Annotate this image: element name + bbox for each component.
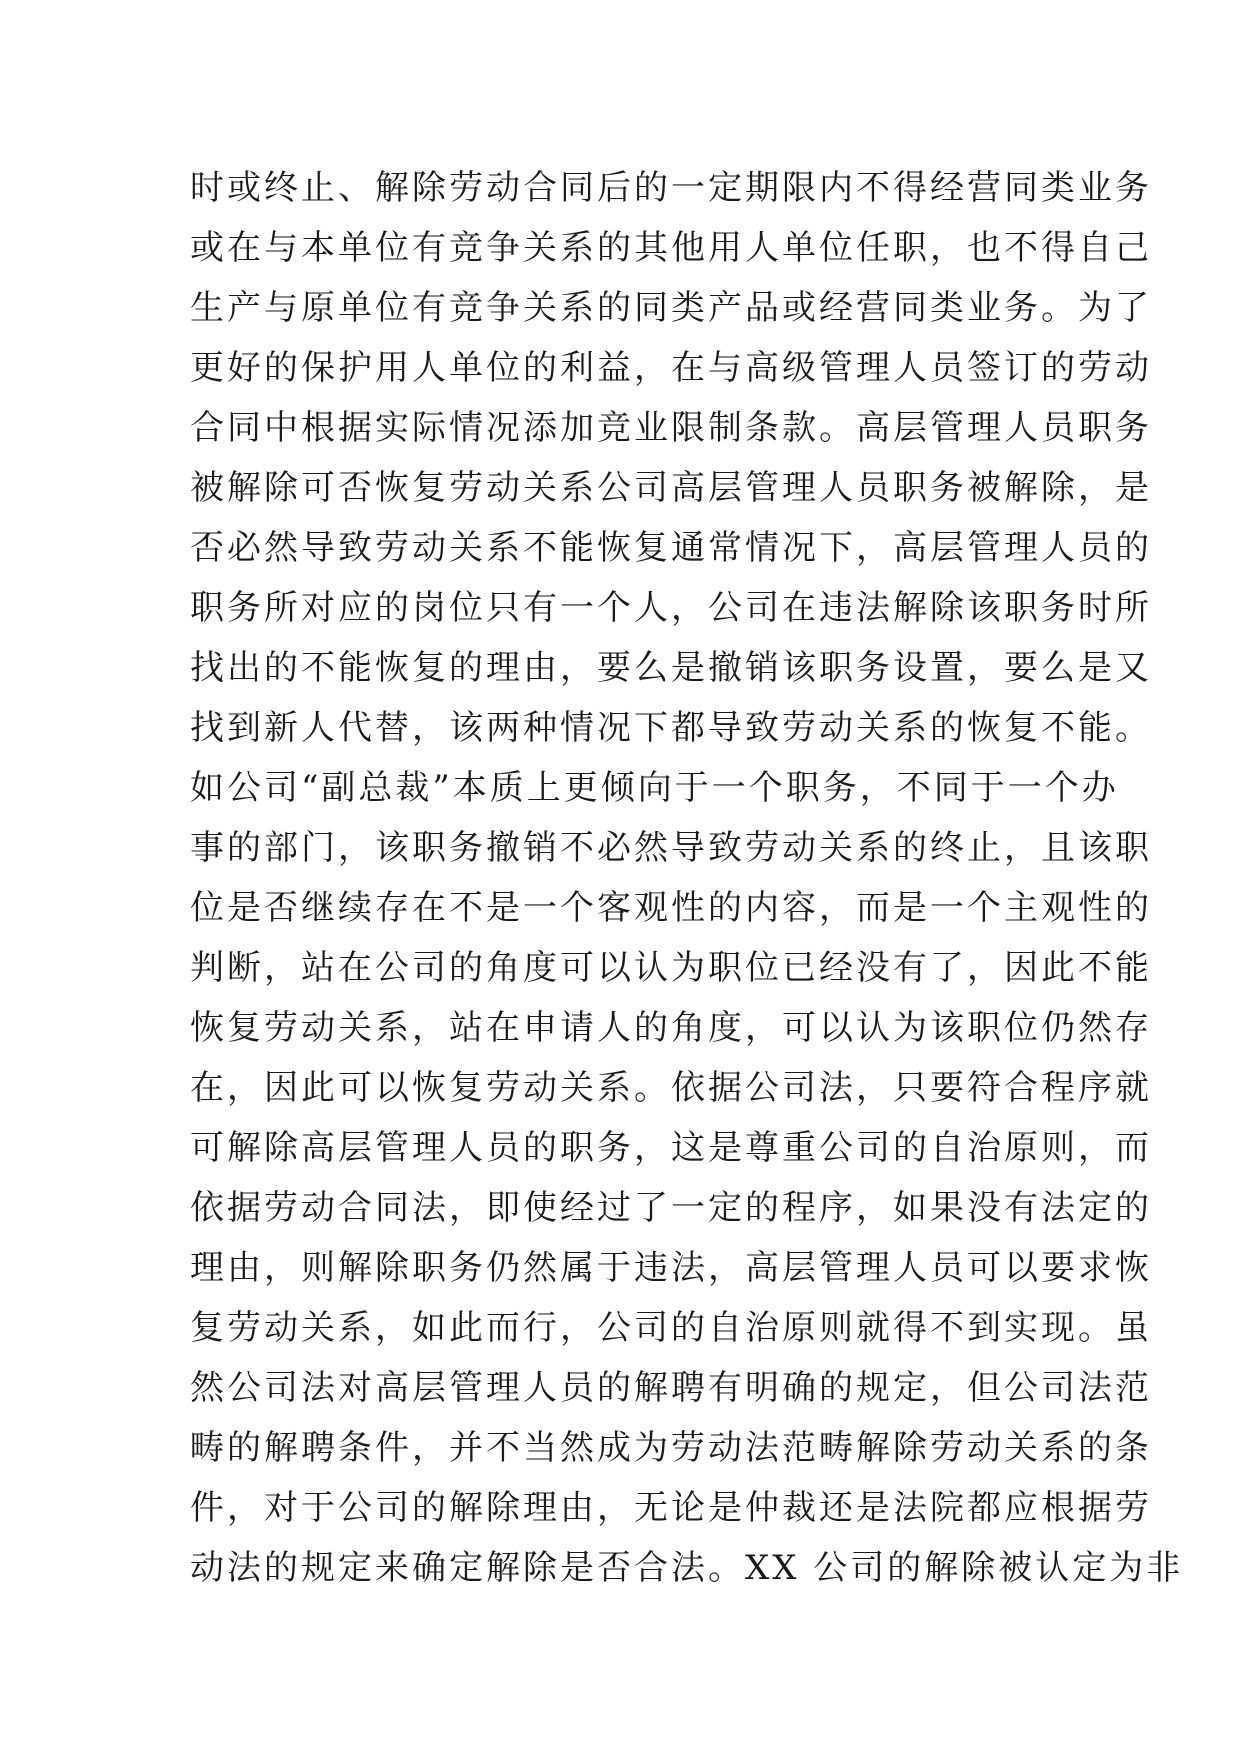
text-line: 然公司法对高层管理人员的解聘有明确的规定，但公司法范 [190,1368,1152,1408]
text-line: 畴的解聘条件，并不当然成为劳动法范畴解除劳动关系的条 [190,1428,1152,1468]
text-line: 或在与本单位有竞争关系的其他用人单位任职，也不得自己 [190,228,1152,268]
text-line: 更好的保护用人单位的利益，在与高级管理人员签订的劳动 [190,348,1152,388]
text-line: 事的部门，该职务撤销不必然导致劳动关系的终止，且该职 [190,828,1152,868]
text-line: 如公司“副总裁”本质上更倾向于一个职务，不同于一个办 [190,768,1119,808]
text-line: 否必然导致劳动关系不能恢复通常情况下，高层管理人员的 [190,528,1152,568]
text-line: 动法的规定来确定解除是否合法。XX 公司的解除被认定为非 [190,1548,1184,1588]
text-line: 生产与原单位有竞争关系的同类产品或经营同类业务。为了 [190,288,1152,328]
text-line: 职务所对应的岗位只有一个人，公司在违法解除该职务时所 [190,588,1152,628]
text-line: 在，因此可以恢复劳动关系。依据公司法，只要符合程序就 [190,1068,1152,1108]
text-line: 被解除可否恢复劳动关系公司高层管理人员职务被解除，是 [190,468,1152,508]
text-line: 恢复劳动关系，站在申请人的角度，可以认为该职位仍然存 [190,1008,1152,1048]
text-line: 可解除高层管理人员的职务，这是尊重公司的自治原则，而 [190,1128,1152,1168]
text-line: 找出的不能恢复的理由，要么是撤销该职务设置，要么是又 [190,648,1152,688]
text-line: 复劳动关系，如此而行，公司的自治原则就得不到实现。虽 [190,1308,1152,1348]
text-line: 位是否继续存在不是一个客观性的内容，而是一个主观性的 [190,888,1152,928]
text-line: 判断，站在公司的角度可以认为职位已经没有了，因此不能 [190,948,1152,988]
text-line: 合同中根据实际情况添加竞业限制条款。高层管理人员职务 [190,408,1152,448]
text-line: 依据劳动合同法，即使经过了一定的程序，如果没有法定的 [190,1188,1152,1228]
text-line: 件，对于公司的解除理由，无论是仲裁还是法院都应根据劳 [190,1488,1152,1528]
body-paragraph [190,158,1184,1598]
text-line: 找到新人代替，该两种情况下都导致劳动关系的恢复不能。 [190,708,1152,748]
text-line: 理由，则解除职务仍然属于违法，高层管理人员可以要求恢 [190,1248,1152,1288]
text-line: 时或终止、解除劳动合同后的一定期限内不得经营同类业务 [190,168,1152,208]
